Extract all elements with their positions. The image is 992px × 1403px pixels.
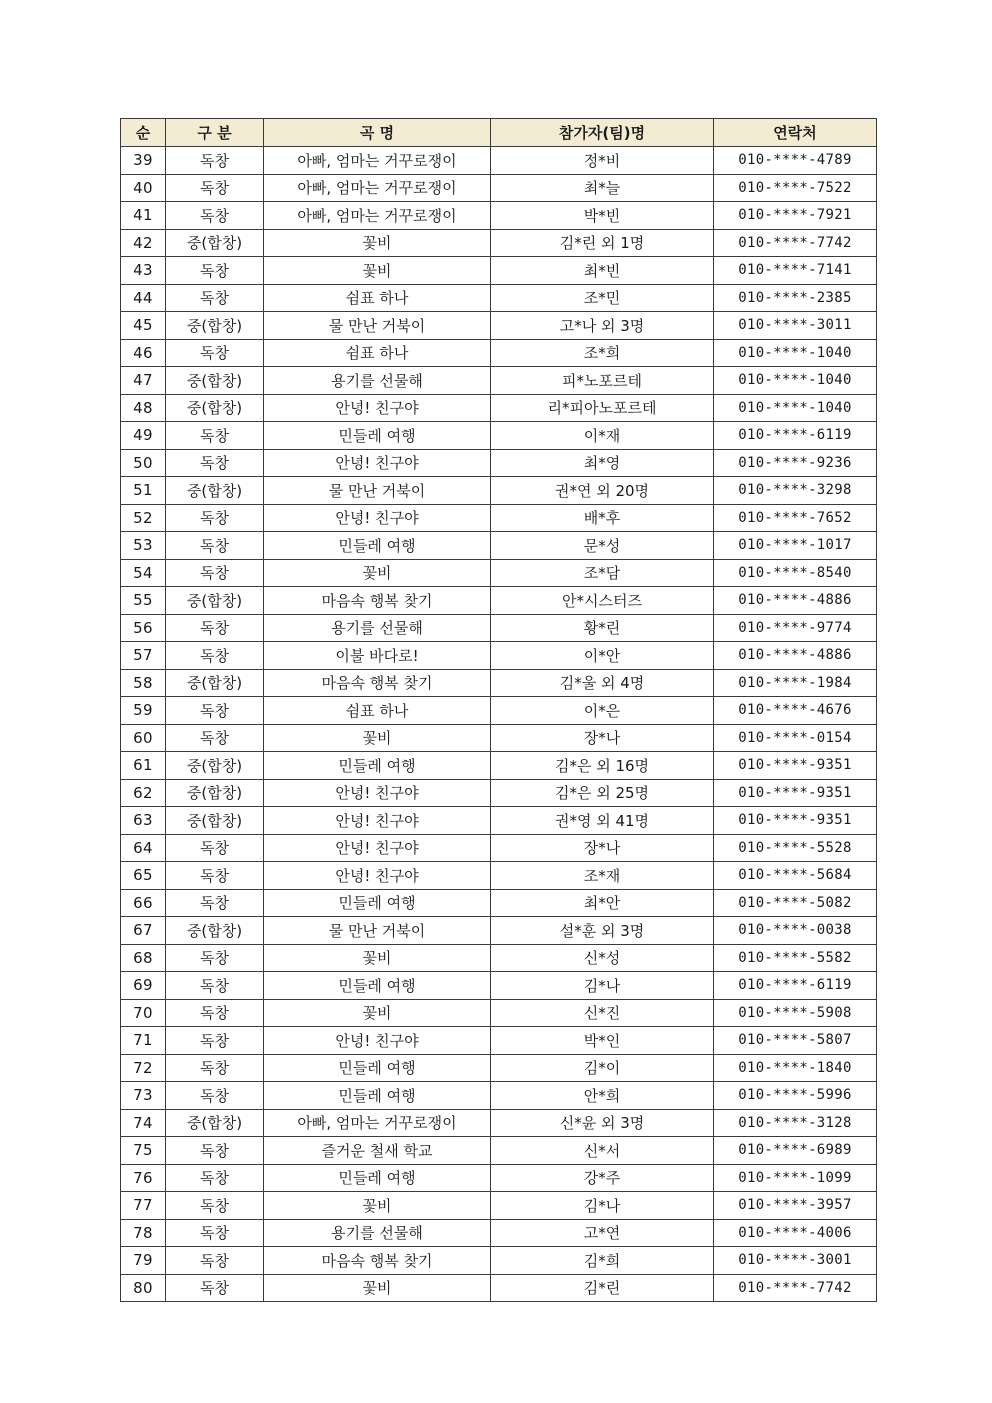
contact-cell: 010-****-1017 — [714, 532, 877, 560]
table-row — [121, 1247, 877, 1275]
song-cell: 민들레 여행 — [264, 889, 491, 917]
category-cell: 독창 — [166, 1054, 264, 1082]
contact-cell: 010-****-7742 — [714, 229, 877, 257]
participant-cell: 박*인 — [491, 1027, 714, 1055]
table-row — [121, 834, 877, 862]
table-row — [121, 642, 877, 670]
song-cell: 아빠, 엄마는 거꾸로쟁이 — [264, 1109, 491, 1137]
participant-cell: 이*재 — [491, 422, 714, 450]
participant-cell: 김*린 — [491, 1274, 714, 1302]
num-cell: 64 — [121, 834, 166, 862]
participant-cell: 박*빈 — [491, 202, 714, 230]
table-row — [121, 532, 877, 560]
participant-cell: 피*노포르테 — [491, 367, 714, 395]
num-cell: 40 — [121, 174, 166, 202]
table-row — [121, 587, 877, 615]
participant-cell: 고*연 — [491, 1219, 714, 1247]
num-cell: 53 — [121, 532, 166, 560]
category-cell: 중(합창) — [166, 669, 264, 697]
category-cell: 독창 — [166, 1247, 264, 1275]
table-row — [121, 559, 877, 587]
participant-cell: 황*린 — [491, 614, 714, 642]
table-row — [121, 312, 877, 340]
category-cell: 독창 — [166, 642, 264, 670]
num-cell: 70 — [121, 999, 166, 1027]
contact-cell: 010-****-2385 — [714, 284, 877, 312]
category-cell: 독창 — [166, 559, 264, 587]
category-cell: 중(합창) — [166, 1109, 264, 1137]
num-cell: 60 — [121, 724, 166, 752]
num-cell: 49 — [121, 422, 166, 450]
participant-cell: 김*린 외 1명 — [491, 229, 714, 257]
header-row — [121, 119, 877, 147]
participant-cell: 김*나 — [491, 972, 714, 1000]
header-contact: 연락처 — [714, 119, 877, 147]
contact-cell: 010-****-5996 — [714, 1082, 877, 1110]
song-cell: 민들레 여행 — [264, 422, 491, 450]
contact-cell: 010-****-7141 — [714, 257, 877, 285]
category-cell: 중(합창) — [166, 367, 264, 395]
contact-cell: 010-****-1840 — [714, 1054, 877, 1082]
song-cell: 안녕! 친구야 — [264, 449, 491, 477]
song-cell: 꽃비 — [264, 257, 491, 285]
contact-cell: 010-****-5807 — [714, 1027, 877, 1055]
category-cell: 중(합창) — [166, 807, 264, 835]
category-cell: 독창 — [166, 504, 264, 532]
num-cell: 47 — [121, 367, 166, 395]
category-cell: 독창 — [166, 284, 264, 312]
participant-table — [120, 118, 877, 1302]
song-cell: 쉼표 하나 — [264, 284, 491, 312]
contact-cell: 010-****-5582 — [714, 944, 877, 972]
table-row — [121, 944, 877, 972]
num-cell: 42 — [121, 229, 166, 257]
contact-cell: 010-****-8540 — [714, 559, 877, 587]
category-cell: 독창 — [166, 257, 264, 285]
table-body — [121, 147, 877, 1302]
participant-cell: 리*피아노포르테 — [491, 394, 714, 422]
num-cell: 51 — [121, 477, 166, 505]
num-cell: 72 — [121, 1054, 166, 1082]
song-cell: 마음속 행복 찾기 — [264, 1247, 491, 1275]
category-cell: 독창 — [166, 889, 264, 917]
participant-cell: 장*나 — [491, 724, 714, 752]
num-cell: 57 — [121, 642, 166, 670]
contact-cell: 010-****-4886 — [714, 587, 877, 615]
song-cell: 마음속 행복 찾기 — [264, 669, 491, 697]
category-cell: 독창 — [166, 1164, 264, 1192]
song-cell: 꽃비 — [264, 944, 491, 972]
table-row — [121, 174, 877, 202]
table-row — [121, 1137, 877, 1165]
contact-cell: 010-****-3001 — [714, 1247, 877, 1275]
contact-cell: 010-****-0038 — [714, 917, 877, 945]
table-row — [121, 917, 877, 945]
header-song: 곡 명 — [264, 119, 491, 147]
table-row — [121, 504, 877, 532]
num-cell: 63 — [121, 807, 166, 835]
contact-cell: 010-****-4006 — [714, 1219, 877, 1247]
contact-cell: 010-****-9351 — [714, 752, 877, 780]
num-cell: 62 — [121, 779, 166, 807]
table-row — [121, 1082, 877, 1110]
table-row — [121, 422, 877, 450]
category-cell: 독창 — [166, 1137, 264, 1165]
table-row — [121, 202, 877, 230]
participant-cell: 배*후 — [491, 504, 714, 532]
participant-cell: 신*서 — [491, 1137, 714, 1165]
contact-cell: 010-****-9774 — [714, 614, 877, 642]
song-cell: 민들레 여행 — [264, 1082, 491, 1110]
song-cell: 안녕! 친구야 — [264, 834, 491, 862]
contact-cell: 010-****-6119 — [714, 422, 877, 450]
song-cell: 꽃비 — [264, 1274, 491, 1302]
song-cell: 꽃비 — [264, 559, 491, 587]
song-cell: 용기를 선물해 — [264, 614, 491, 642]
table-row — [121, 367, 877, 395]
participant-cell: 김*나 — [491, 1192, 714, 1220]
participant-cell: 권*영 외 41명 — [491, 807, 714, 835]
num-cell: 56 — [121, 614, 166, 642]
num-cell: 78 — [121, 1219, 166, 1247]
song-cell: 민들레 여행 — [264, 1164, 491, 1192]
category-cell: 독창 — [166, 449, 264, 477]
song-cell: 즐거운 철새 학교 — [264, 1137, 491, 1165]
table-row — [121, 1219, 877, 1247]
contact-cell: 010-****-1099 — [714, 1164, 877, 1192]
song-cell: 아빠, 엄마는 거꾸로쟁이 — [264, 202, 491, 230]
contact-cell: 010-****-1984 — [714, 669, 877, 697]
num-cell: 48 — [121, 394, 166, 422]
song-cell: 마음속 행복 찾기 — [264, 587, 491, 615]
num-cell: 67 — [121, 917, 166, 945]
contact-cell: 010-****-7742 — [714, 1274, 877, 1302]
num-cell: 46 — [121, 339, 166, 367]
participant-cell: 권*연 외 20명 — [491, 477, 714, 505]
category-cell: 중(합창) — [166, 587, 264, 615]
num-cell: 79 — [121, 1247, 166, 1275]
participant-cell: 조*재 — [491, 862, 714, 890]
song-cell: 아빠, 엄마는 거꾸로쟁이 — [264, 147, 491, 175]
category-cell: 독창 — [166, 1192, 264, 1220]
contact-cell: 010-****-3957 — [714, 1192, 877, 1220]
num-cell: 75 — [121, 1137, 166, 1165]
category-cell: 중(합창) — [166, 229, 264, 257]
table-row — [121, 147, 877, 175]
num-cell: 69 — [121, 972, 166, 1000]
category-cell: 독창 — [166, 999, 264, 1027]
num-cell: 50 — [121, 449, 166, 477]
category-cell: 중(합창) — [166, 917, 264, 945]
contact-cell: 010-****-9351 — [714, 807, 877, 835]
song-cell: 민들레 여행 — [264, 532, 491, 560]
participant-cell: 이*안 — [491, 642, 714, 670]
num-cell: 41 — [121, 202, 166, 230]
table-row — [121, 697, 877, 725]
participant-cell: 최*영 — [491, 449, 714, 477]
contact-cell: 010-****-6119 — [714, 972, 877, 1000]
contact-cell: 010-****-7652 — [714, 504, 877, 532]
contact-cell: 010-****-3298 — [714, 477, 877, 505]
contact-cell: 010-****-5908 — [714, 999, 877, 1027]
table-row — [121, 1164, 877, 1192]
num-cell: 68 — [121, 944, 166, 972]
table-header — [121, 119, 877, 147]
category-cell: 독창 — [166, 339, 264, 367]
table-row — [121, 669, 877, 697]
num-cell: 77 — [121, 1192, 166, 1220]
song-cell: 안녕! 친구야 — [264, 504, 491, 532]
song-cell: 쉼표 하나 — [264, 339, 491, 367]
table-row — [121, 284, 877, 312]
table-row — [121, 724, 877, 752]
participant-cell: 강*주 — [491, 1164, 714, 1192]
participant-cell: 안*시스터즈 — [491, 587, 714, 615]
participant-cell: 김*울 외 4명 — [491, 669, 714, 697]
num-cell: 61 — [121, 752, 166, 780]
table-row — [121, 449, 877, 477]
category-cell: 독창 — [166, 972, 264, 1000]
contact-cell: 010-****-4886 — [714, 642, 877, 670]
participant-cell: 조*민 — [491, 284, 714, 312]
participant-cell: 장*나 — [491, 834, 714, 862]
participant-cell: 설*훈 외 3명 — [491, 917, 714, 945]
table-row — [121, 972, 877, 1000]
num-cell: 52 — [121, 504, 166, 532]
header-category: 구 분 — [166, 119, 264, 147]
num-cell: 54 — [121, 559, 166, 587]
category-cell: 독창 — [166, 1219, 264, 1247]
num-cell: 45 — [121, 312, 166, 340]
contact-cell: 010-****-4676 — [714, 697, 877, 725]
song-cell: 민들레 여행 — [264, 752, 491, 780]
contact-cell: 010-****-5082 — [714, 889, 877, 917]
song-cell: 안녕! 친구야 — [264, 779, 491, 807]
num-cell: 71 — [121, 1027, 166, 1055]
category-cell: 독창 — [166, 1027, 264, 1055]
category-cell: 중(합창) — [166, 394, 264, 422]
participant-cell: 문*성 — [491, 532, 714, 560]
contact-cell: 010-****-9351 — [714, 779, 877, 807]
num-cell: 66 — [121, 889, 166, 917]
category-cell: 독창 — [166, 834, 264, 862]
num-cell: 55 — [121, 587, 166, 615]
table-row — [121, 752, 877, 780]
table-row — [121, 1054, 877, 1082]
category-cell: 독창 — [166, 724, 264, 752]
category-cell: 독창 — [166, 862, 264, 890]
song-cell: 물 만난 거북이 — [264, 917, 491, 945]
table-row — [121, 339, 877, 367]
participant-cell: 이*은 — [491, 697, 714, 725]
table-row — [121, 889, 877, 917]
song-cell: 꽃비 — [264, 999, 491, 1027]
table-row — [121, 1109, 877, 1137]
num-cell: 39 — [121, 147, 166, 175]
contact-cell: 010-****-6989 — [714, 1137, 877, 1165]
category-cell: 독창 — [166, 1274, 264, 1302]
table-row — [121, 999, 877, 1027]
song-cell: 안녕! 친구야 — [264, 394, 491, 422]
contact-cell: 010-****-9236 — [714, 449, 877, 477]
song-cell: 꽃비 — [264, 229, 491, 257]
header-participant: 참가자(팀)명 — [491, 119, 714, 147]
participant-cell: 김*은 외 25명 — [491, 779, 714, 807]
num-cell: 73 — [121, 1082, 166, 1110]
participant-cell: 최*늘 — [491, 174, 714, 202]
participant-cell: 신*윤 외 3명 — [491, 1109, 714, 1137]
table-row — [121, 1274, 877, 1302]
category-cell: 중(합창) — [166, 752, 264, 780]
contact-cell: 010-****-5528 — [714, 834, 877, 862]
song-cell: 꽃비 — [264, 724, 491, 752]
song-cell: 안녕! 친구야 — [264, 807, 491, 835]
table-row — [121, 257, 877, 285]
contact-cell: 010-****-7522 — [714, 174, 877, 202]
song-cell: 아빠, 엄마는 거꾸로쟁이 — [264, 174, 491, 202]
song-cell: 민들레 여행 — [264, 972, 491, 1000]
contact-cell: 010-****-5684 — [714, 862, 877, 890]
num-cell: 44 — [121, 284, 166, 312]
num-cell: 74 — [121, 1109, 166, 1137]
song-cell: 물 만난 거북이 — [264, 477, 491, 505]
category-cell: 독창 — [166, 614, 264, 642]
category-cell: 중(합창) — [166, 477, 264, 505]
table-row — [121, 614, 877, 642]
song-cell: 용기를 선물해 — [264, 367, 491, 395]
participant-cell: 신*성 — [491, 944, 714, 972]
contact-cell: 010-****-3128 — [714, 1109, 877, 1137]
participant-cell: 김*이 — [491, 1054, 714, 1082]
num-cell: 59 — [121, 697, 166, 725]
participant-cell: 조*담 — [491, 559, 714, 587]
participant-cell: 김*은 외 16명 — [491, 752, 714, 780]
song-cell: 안녕! 친구야 — [264, 862, 491, 890]
table-row — [121, 807, 877, 835]
table-row — [121, 1192, 877, 1220]
participant-cell: 최*안 — [491, 889, 714, 917]
category-cell: 독창 — [166, 147, 264, 175]
table-row — [121, 477, 877, 505]
num-cell: 58 — [121, 669, 166, 697]
table-row — [121, 862, 877, 890]
contact-cell: 010-****-1040 — [714, 339, 877, 367]
song-cell: 민들레 여행 — [264, 1054, 491, 1082]
table-row — [121, 229, 877, 257]
song-cell: 안녕! 친구야 — [264, 1027, 491, 1055]
category-cell: 독창 — [166, 1082, 264, 1110]
contact-cell: 010-****-0154 — [714, 724, 877, 752]
category-cell: 중(합창) — [166, 779, 264, 807]
participant-cell: 안*희 — [491, 1082, 714, 1110]
participant-cell: 김*희 — [491, 1247, 714, 1275]
table-row — [121, 779, 877, 807]
category-cell: 독창 — [166, 422, 264, 450]
category-cell: 독창 — [166, 202, 264, 230]
participant-cell: 고*나 외 3명 — [491, 312, 714, 340]
contact-cell: 010-****-7921 — [714, 202, 877, 230]
table-row — [121, 1027, 877, 1055]
contact-cell: 010-****-1040 — [714, 394, 877, 422]
participant-cell: 신*진 — [491, 999, 714, 1027]
contact-cell: 010-****-3011 — [714, 312, 877, 340]
contact-cell: 010-****-1040 — [714, 367, 877, 395]
song-cell: 이불 바다로! — [264, 642, 491, 670]
category-cell: 중(합창) — [166, 312, 264, 340]
participant-cell: 정*비 — [491, 147, 714, 175]
category-cell: 독창 — [166, 944, 264, 972]
num-cell: 43 — [121, 257, 166, 285]
category-cell: 독창 — [166, 697, 264, 725]
participant-cell: 최*빈 — [491, 257, 714, 285]
contact-cell: 010-****-4789 — [714, 147, 877, 175]
participant-cell: 조*희 — [491, 339, 714, 367]
song-cell: 용기를 선물해 — [264, 1219, 491, 1247]
num-cell: 80 — [121, 1274, 166, 1302]
header-num: 순 — [121, 119, 166, 147]
song-cell: 쉼표 하나 — [264, 697, 491, 725]
category-cell: 독창 — [166, 174, 264, 202]
num-cell: 76 — [121, 1164, 166, 1192]
num-cell: 65 — [121, 862, 166, 890]
category-cell: 독창 — [166, 532, 264, 560]
table-row — [121, 394, 877, 422]
song-cell: 물 만난 거북이 — [264, 312, 491, 340]
song-cell: 꽃비 — [264, 1192, 491, 1220]
